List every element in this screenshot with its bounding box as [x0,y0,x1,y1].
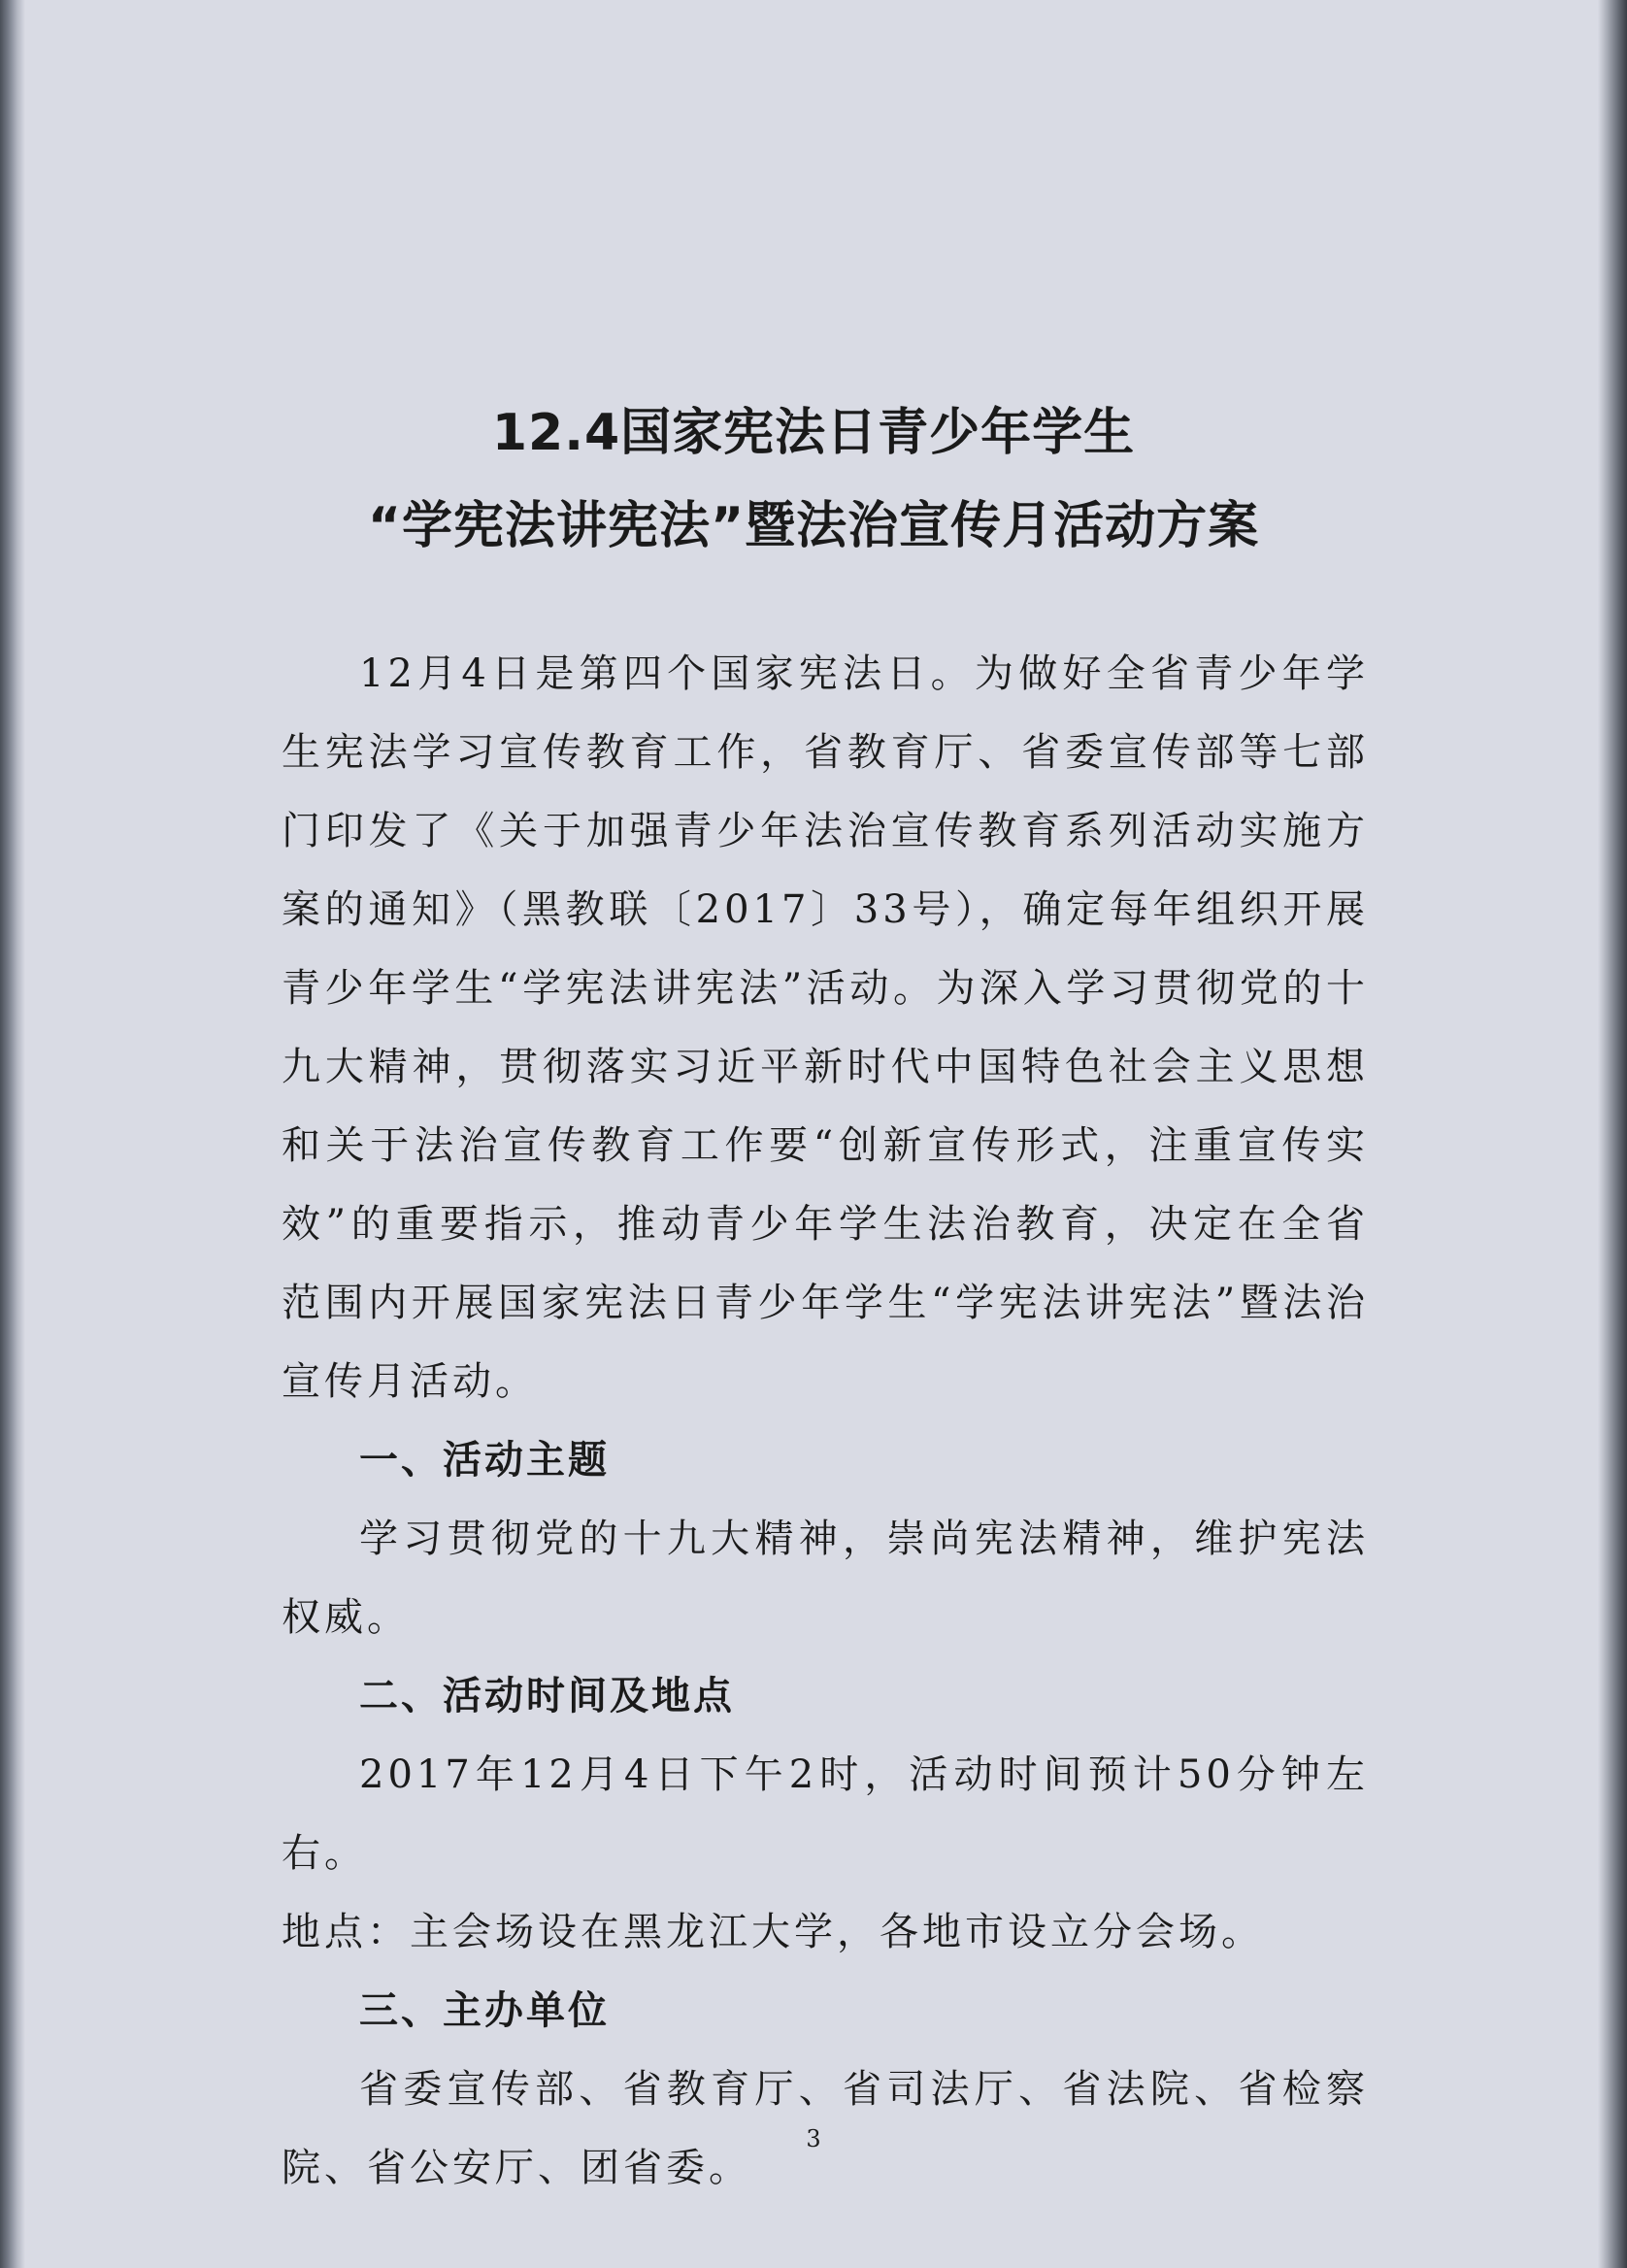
scan-edge-left [0,0,25,2268]
section-body-theme: 学习贯彻党的十九大精神，崇尚宪法精神，维护宪法权威。 [282,1517,1369,1640]
section-heading-organizers: 三、主办单位 [359,1988,610,2033]
title-line-1: 12.4国家宪法日青少年学生 [491,404,1136,462]
document-body [282,635,1369,2208]
document-title [0,386,1627,573]
section-heading-theme: 一、活动主题 [359,1438,610,1483]
intro-paragraph: 12月4日是第四个国家宪法日。为做好全省青少年学生宪法学习宣传教育工作，省教育厅、省委宣传部等七部门印发了《关于加强青少年法治宣传教育系列活动实施方案的通知》（黑教联〔2017〕33号），确定每年组织开展青少年学生“学宪法讲宪法”活动。为深入学习贯彻党的十九大精神，贯彻落实习近平新时代中国特色社会主义思想和关于法治宣传教育工作要“创新宣传形式，注重宣传实效”的重要指示，推动青少年学生法治教育，决定在全省范围内开展国家宪法日青少年学生“学宪法讲宪法”暨法治宣传月活动。 [282,651,1369,1404]
section-body-organizers: 省委宣传部、省教育厅、省司法厅、省法院、省检察院、省公安厅、团省委。 [282,2067,1369,2190]
scan-edge-right [1598,0,1627,2268]
page-number: 3 [806,2125,821,2152]
section-heading-time-place: 二、活动时间及地点 [359,1674,735,1718]
section-body-place: 地点：主会场设在黑龙江大学，各地市设立分会场。 [282,1910,1264,1954]
section-body-time: 2017年12月4日下午2时，活动时间预计50分钟左右。 [282,1752,1369,1876]
title-line-2: “学宪法讲宪法”暨法治宣传月活动方案 [367,497,1260,555]
